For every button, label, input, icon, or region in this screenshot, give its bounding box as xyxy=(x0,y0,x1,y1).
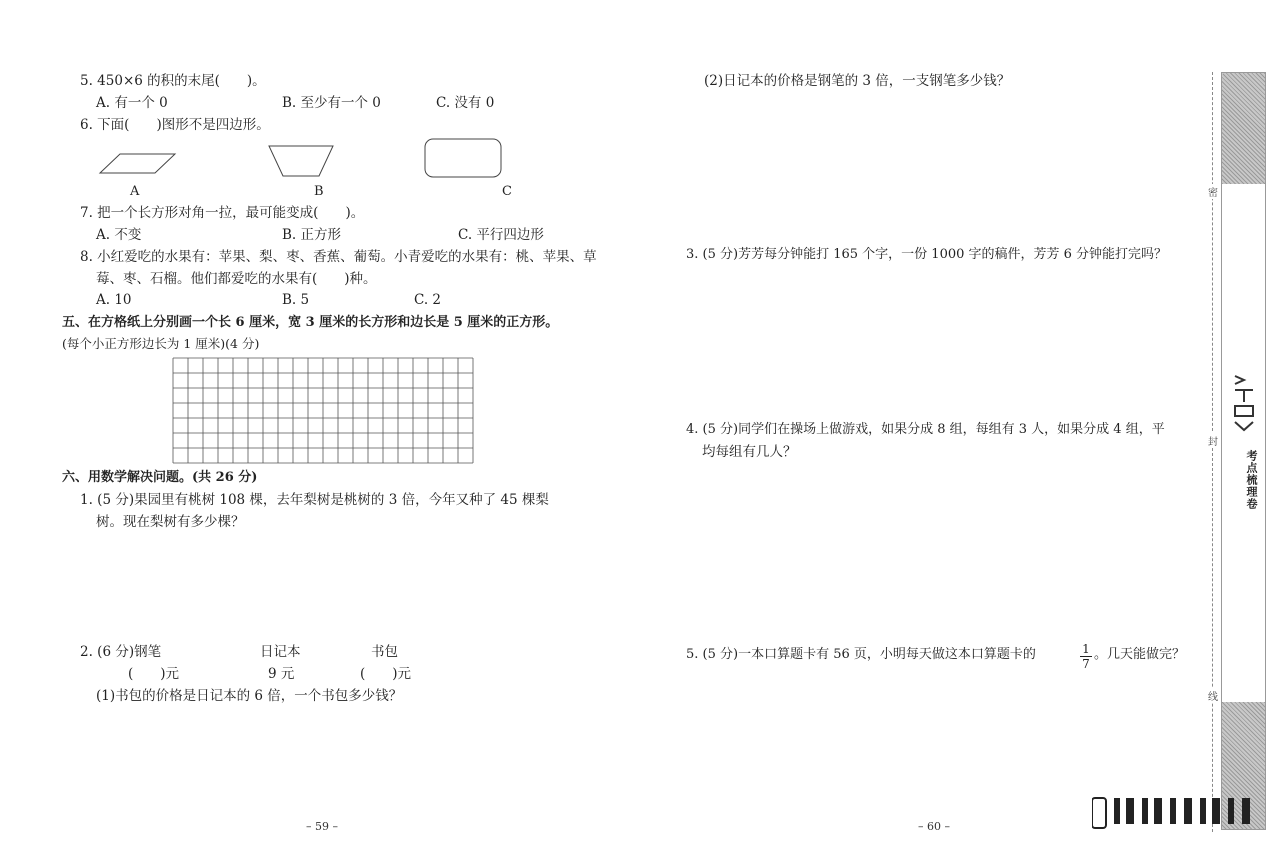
problem-1-line2: 树。现在梨树有多少棵？ xyxy=(96,514,245,530)
q5-option-a: A. 有一个 0 xyxy=(96,95,168,111)
problem-2-head: 2. (6 分)钢笔 xyxy=(80,644,162,660)
section-5-note: (每个小正方形边长为 1 厘米)(4 分) xyxy=(62,336,260,351)
q8-option-a: A. 10 xyxy=(96,292,132,308)
problem-4-line2: 均每组有几人？ xyxy=(702,444,797,460)
problem-1-line1: 1. (5 分)果园里有桃树 108 棵，去年梨树是桃树的 3 倍，今年又种了 45 棵梨 xyxy=(80,492,549,508)
fraction-denominator: 7 xyxy=(1082,657,1090,671)
seal-mark-1: 密 xyxy=(1208,184,1218,199)
question-6: 6. 下面( )图形不是四边形。 xyxy=(80,117,270,133)
logo-icon xyxy=(1232,372,1256,434)
shape-label-b: B xyxy=(314,184,324,199)
seal-mark-2: 封 xyxy=(1208,433,1218,448)
item-diary: 日记本 xyxy=(260,644,301,660)
page-right xyxy=(640,0,1280,850)
shape-label-a: A xyxy=(130,184,140,199)
rounded-rect-shape xyxy=(425,139,501,177)
problem-5-text: 5. (5 分)一本口算题卡有 56 页，小明每天做这本口算题卡的 xyxy=(686,647,1036,662)
trapezoid-shape xyxy=(269,146,333,176)
q7-option-a: A. 不变 xyxy=(96,227,142,243)
parallelogram-shape xyxy=(100,154,175,173)
seal-mark-3: 线 xyxy=(1208,688,1218,703)
problem-4-line1: 4. (5 分)同学们在操场上做游戏，如果分成 8 组，每组有 3 人，如果分成 4 组，平 xyxy=(686,422,1165,437)
price-schoolbag: ( )元 xyxy=(360,666,412,682)
item-schoolbag: 书包 xyxy=(371,644,398,660)
q5-option-b: B. 至少有一个 0 xyxy=(282,95,381,111)
problem-3: 3. (5 分)芳芳每分钟能打 165 个字，一份 1000 字的稿件，芳芳 6 分钟能打完吗？ xyxy=(686,247,1168,262)
strip-title: 考点梳理卷 xyxy=(1245,450,1258,510)
price-pen: ( )元 xyxy=(128,666,180,682)
q8-option-b: B. 5 xyxy=(282,292,310,308)
question-7: 7. 把一个长方形对角一拉，最可能变成( )。 xyxy=(80,205,365,221)
barcode-mark-icon xyxy=(1092,796,1260,830)
question-8-line2: 莓、枣、石榴。他们都爱吃的水果有( )种。 xyxy=(96,271,377,287)
section-6-title: 六、用数学解决问题。(共 26 分) xyxy=(62,470,258,485)
section-5-title: 五、在方格纸上分别画一个长 6 厘米，宽 3 厘米的长方形和边长是 5 厘米的正方形。 xyxy=(62,315,559,330)
square-grid[interactable] xyxy=(172,357,477,467)
question-5: 5. 450×6 的积的末尾( )。 xyxy=(80,73,266,89)
page-number-right: – 60 – xyxy=(918,820,950,833)
fraction-one-seventh xyxy=(1080,642,1092,671)
page-number-left: – 59 – xyxy=(306,820,338,833)
problem-5-text-end: 。几天能做完？ xyxy=(1094,647,1186,662)
problem-2-sub1: (1)书包的价格是日记本的 6 倍，一个书包多少钱？ xyxy=(96,688,403,704)
q7-option-b: B. 正方形 xyxy=(282,227,342,243)
fraction-numerator: 1 xyxy=(1080,642,1092,657)
q7-option-c: C. 平行四边形 xyxy=(458,227,544,243)
q8-option-c: C. 2 xyxy=(414,292,442,308)
problem-2-sub2: (2)日记本的价格是钢笔的 3 倍，一支钢笔多少钱？ xyxy=(704,73,1011,89)
shape-label-c: C xyxy=(502,184,512,199)
q6-shapes xyxy=(95,138,515,183)
price-diary: 9 元 xyxy=(268,666,295,682)
question-8-line1: 8. 小红爱吃的水果有：苹果、梨、枣、香蕉、葡萄。小青爱吃的水果有：桃、苹果、草 xyxy=(80,249,597,265)
q5-option-c: C. 没有 0 xyxy=(436,95,495,111)
